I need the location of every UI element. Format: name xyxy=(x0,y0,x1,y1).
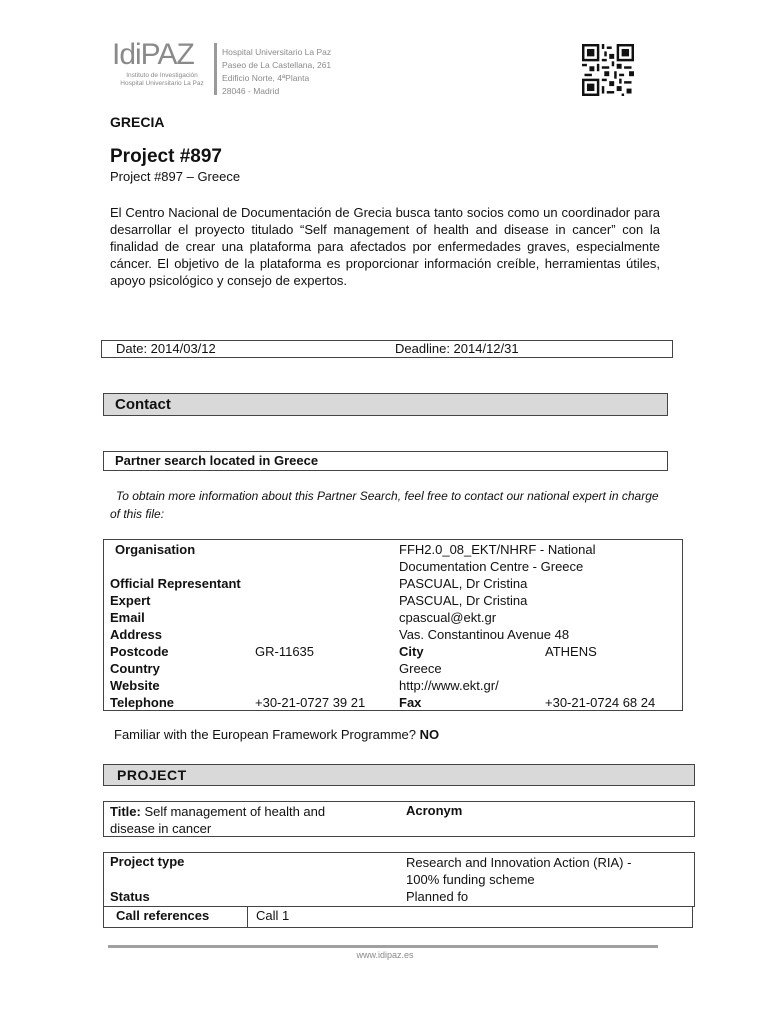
qr-code-icon xyxy=(582,44,634,96)
project-subtitle: Project #897 – Greece xyxy=(110,169,241,184)
country-value: Greece xyxy=(399,661,442,676)
organisation-value-line2: Documentation Centre - Greece xyxy=(399,559,584,574)
project-type-label: Project type xyxy=(110,854,185,869)
email-label: Email xyxy=(110,610,145,625)
city-value: ATHENS xyxy=(545,644,597,659)
partner-search-heading: Partner search located in Greece xyxy=(103,451,668,471)
project-title-box xyxy=(103,801,695,837)
website-value[interactable]: http://www.ekt.gr/ xyxy=(399,678,499,693)
dates-box xyxy=(101,340,673,358)
familiar-text: Familiar with the European Framework Programme? xyxy=(114,727,420,742)
fax-value: +30-21-0724 68 24 xyxy=(545,695,656,710)
project-description: El Centro Nacional de Documentación de Grecia busca tanto socios como un coordinador para desarrollar el proyecto titulado “Self management of health and disease in cancer” con la finalidad de crear una plataforma para afectados por enfermedades graves, especialmente cáncer. El objetivo de la plataforma es proporcionar información creíble, herramientas útiles, apoyo psicológico y consejo de expertos. xyxy=(110,205,660,288)
deadline-text: Deadline: 2014/12/31 xyxy=(395,341,519,356)
telephone-value: +30-21-0727 39 21 xyxy=(255,695,366,710)
call-references-label: Call references xyxy=(116,908,210,923)
logo-subtitle-2: Hospital Universitario La Paz xyxy=(120,80,204,87)
status-label: Status xyxy=(110,889,150,904)
logo-subtitle-1: Instituto de Investigación xyxy=(126,72,198,79)
address-line: Hospital Universitario La Paz xyxy=(222,47,332,57)
call-references-box xyxy=(103,906,693,928)
telephone-label: Telephone xyxy=(110,695,175,710)
representant-label: Official Representant xyxy=(110,576,241,591)
project-heading: PROJECT xyxy=(103,764,695,786)
email-value[interactable]: cpascual@ekt.gr xyxy=(399,610,497,625)
country-label: Country xyxy=(110,661,160,676)
header-address xyxy=(222,46,331,98)
project-type-value-line2: 100% funding scheme xyxy=(406,872,535,887)
footer-rule xyxy=(108,945,658,948)
country-heading: GRECIA xyxy=(110,114,165,130)
contact-heading: Contact xyxy=(103,393,668,416)
acronym-label: Acronym xyxy=(406,803,463,818)
call-references-divider xyxy=(247,906,248,928)
address-label: Address xyxy=(110,627,163,642)
project-type-value-line1: Research and Innovation Action (RIA) - xyxy=(406,855,632,870)
call-references-value: Call 1 xyxy=(256,908,290,923)
expert-label: Expert xyxy=(110,593,151,608)
title-label: Title: xyxy=(110,804,141,819)
address-line: Edificio Norte, 4ªPlanta xyxy=(222,73,310,83)
project-type-box xyxy=(103,852,695,907)
postcode-value: GR-11635 xyxy=(255,644,315,659)
address-line: 28046 - Madrid xyxy=(222,86,280,96)
project-title: Project #897 xyxy=(110,146,222,167)
title-value-line2: disease in cancer xyxy=(110,821,212,836)
idipaz-logo xyxy=(112,40,212,96)
city-label: City xyxy=(399,644,424,659)
address-line: Paseo de La Castellana, 261 xyxy=(222,60,332,70)
info-text: To obtain more information about this Partner Search, feel free to contact our national expert in charge of this file: xyxy=(110,489,659,521)
website-label: Website xyxy=(110,678,160,693)
expert-value: PASCUAL, Dr Cristina xyxy=(399,593,528,608)
familiar-question xyxy=(114,727,439,742)
status-value: Planned fo xyxy=(406,889,469,904)
familiar-answer: NO xyxy=(419,727,440,742)
address-value: Vas. Constantinou Avenue 48 xyxy=(399,627,570,642)
organisation-value-line1: FFH2.0_08_EKT/NHRF - National xyxy=(399,542,596,557)
logo-wordmark: IdiPAZ xyxy=(112,38,194,71)
representant-value: PASCUAL, Dr Cristina xyxy=(399,576,528,591)
postcode-label: Postcode xyxy=(110,644,169,659)
organisation-label: Organisation xyxy=(115,542,196,557)
date-text: Date: 2014/03/12 xyxy=(116,341,216,356)
organisation-table xyxy=(103,539,683,711)
fax-label: Fax xyxy=(399,695,422,710)
header-divider xyxy=(214,43,217,95)
title-value-line1: Self management of health and xyxy=(140,804,326,819)
footer-url[interactable]: www.idipaz.es xyxy=(356,950,414,960)
